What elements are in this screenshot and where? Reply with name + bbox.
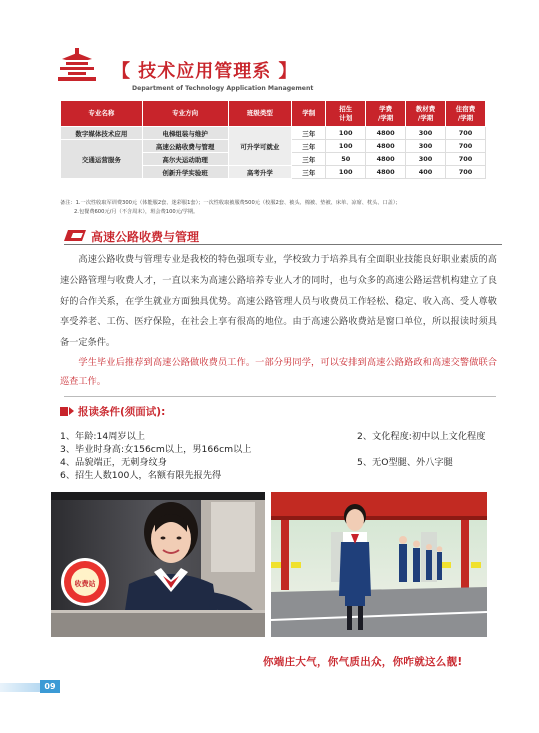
cell-class-type: 高考升学 [228,166,292,179]
cell-books: 400 [406,166,446,179]
header-years: 学制 [292,101,326,127]
header-direction: 专业方向 [142,101,228,127]
bullet-arrow-icon [69,407,74,415]
cell-books: 300 [406,153,446,166]
header-tuition: 学费 /学期 [366,101,406,127]
department-subtitle-en: Department of Technology Application Management [132,84,314,92]
cell-dorm: 700 [446,140,486,153]
cell-plan: 100 [326,166,366,179]
badge-label: 收费站 [74,580,96,588]
header-dorm: 住宿费 /学期 [446,101,486,127]
photo-toll-collector [51,492,265,637]
section-title: 高速公路收费与管理 [91,230,200,244]
cell-direction: 创新升学实验班 [142,166,228,179]
cell-class-type: 可升学可就业 [228,127,292,166]
cell-tuition: 4800 [366,127,406,140]
table-header-row [61,101,486,127]
cell-dorm: 700 [446,166,486,179]
fee-table [60,100,486,179]
section-intro: 高速公路收费与管理专业是我校的特色强项专业，学校致力于培养具有全面职业技能良好职业素质的高速公路管理与收费人才，一直以来为高速公路培养专业人才的同时，也与众多的高速公路运营机构建立了良好的合作关系，在学生就业方面独具优势。高速公路管理人员与收费员工作轻松、稳定、收入高、受人尊敬享受养老、工伤、医疗保险，在社会上享有很高的地位。由于高速公路收费站是窗口单位，所以报读时须具备一定条件。 [60,254,497,349]
cell-plan: 100 [326,127,366,140]
cell-years: 三年 [292,127,326,140]
cell-direction: 电梯组装与维护 [142,127,228,140]
cell-major: 数字媒体技术应用 [61,127,143,140]
section-heading [64,229,502,245]
header-plan: 招生 计划 [326,101,366,127]
divider [64,396,496,397]
cell-plan: 50 [326,153,366,166]
cell-direction: 高速公路收费与管理 [142,140,228,153]
requirement-item: 1、年龄:14周岁以上 [60,431,145,442]
requirement-item: 4、品貌端正，无刺身纹身 [60,457,167,468]
cell-books: 300 [406,140,446,153]
department-title: 【 技术应用管理系 】 [112,61,298,82]
header-major: 专业名称 [61,101,143,127]
cell-tuition: 4800 [366,153,406,166]
table-row [61,127,486,140]
bullet-square-icon [60,407,68,416]
requirement-item: 3、毕业时身高:女156cm以上，男166cm以上 [60,444,252,455]
table-notes [60,199,500,217]
photo-caption: 你端庄大气，你气质出众，你咋就这么靓! [263,656,463,668]
cell-years: 三年 [292,140,326,153]
cell-dorm: 700 [446,153,486,166]
employment-highlight: 学生毕业后推荐到高速公路做收费员工作。一部分男同学，可以安排到高速公路路政和高速交警做联合巡查工作。 [60,357,497,387]
cell-major: 交通运营服务 [61,140,143,179]
cell-years: 三年 [292,166,326,179]
cell-tuition: 4800 [366,140,406,153]
cell-direction: 高尔夫运动助理 [142,153,228,166]
requirement-item: 2、文化程度:初中以上文化程度 [357,431,486,442]
cell-plan: 100 [326,140,366,153]
cell-years: 三年 [292,153,326,166]
header-books: 教材费 /学期 [406,101,446,127]
cell-books: 300 [406,127,446,140]
requirement-item: 5、无O型腿、外八字腿 [357,457,453,468]
photo-toll-staff-line [271,492,487,637]
department-logo-icon [58,48,96,82]
requirements-title: 报读条件(须面试): [78,406,166,418]
cell-dorm: 700 [446,127,486,140]
section-tag-icon [64,230,86,241]
cell-tuition: 4800 [366,166,406,179]
header-class-type: 班级类型 [228,101,292,127]
requirement-item: 6、招生人数100人，名额有限先报先得 [60,470,222,481]
page-footer-bar [0,683,40,692]
note-line: 2.包餐费600元/月（不含周末），班会费100元/学期。 [74,209,199,216]
page-number: 09 [40,680,60,693]
note-line: 备注：1.一次性收取军训费300元（体能服2套、迷彩服1套）；一次性收取被服费500元（校服2套、被头、棉被、垫被、床单、凉席、枕头、口盖）； [60,200,401,206]
